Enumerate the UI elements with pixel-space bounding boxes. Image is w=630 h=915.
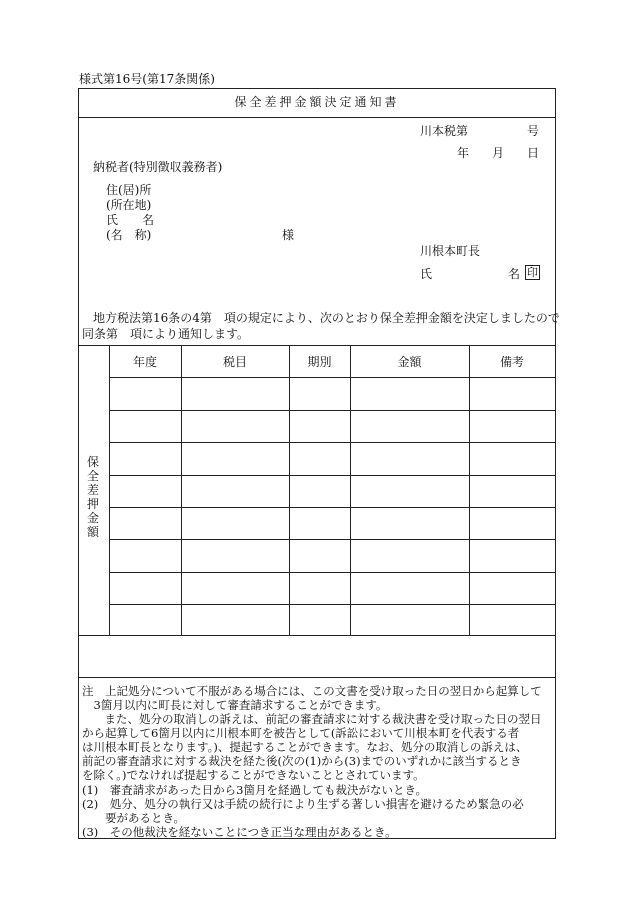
title-divider — [79, 117, 555, 118]
issuer-name-label-2: 名 — [508, 267, 521, 281]
location-label: (所在地) — [106, 198, 152, 212]
table-row-line — [109, 410, 555, 411]
header-amount: 金額 — [397, 355, 422, 369]
notes-divider — [79, 677, 555, 678]
table-col-line — [109, 345, 110, 635]
table-row-line — [109, 507, 555, 508]
table-row-line — [109, 475, 555, 476]
table-row-line — [109, 539, 555, 540]
address-label: 住(居)所 — [106, 183, 152, 197]
table-col-line — [469, 345, 470, 635]
document-title: 保全差押金額決定通知書 — [234, 95, 400, 109]
table-header-divider — [109, 377, 555, 378]
name-label: 氏 名 — [106, 213, 155, 227]
note-line: 注 上記処分について不服がある場合には、この文書を受け取った日の翌日から起算して — [82, 684, 542, 698]
date-year: 年 — [457, 146, 470, 160]
note-item-3: (3) その他裁決を経ないことにつき正当な理由があるとき。 — [82, 825, 397, 839]
table-side-label: 保全差押金額 — [86, 455, 99, 539]
company-name-label: (名 称) — [106, 228, 152, 242]
note-item-1: (1) 審査請求があった日から3箇月を経過しても裁決がないとき。 — [82, 783, 428, 797]
issuer-title: 川根本町長 — [420, 244, 481, 258]
doc-number-suffix: 号 — [527, 124, 540, 138]
header-year: 年度 — [132, 355, 157, 369]
body-text-line-2: 同条第 項により通知します。 — [82, 327, 250, 341]
header-period: 期別 — [307, 355, 332, 369]
note-line: は川根本町長となります。)、提起することができます。なお、処分の取消しの訴えは、 — [82, 740, 528, 754]
note-line: 前記の審査請求に対する裁決を経た後(次の(1)から(3)までのいずれかに該当するとき — [82, 754, 522, 768]
doc-number-prefix: 川本税第 — [420, 124, 469, 138]
body-divider — [79, 345, 555, 346]
note-item-2: (2) 処分、処分の執行又は手続の続行により生ずる著しい損害を避けるため緊急の必 — [82, 797, 524, 811]
table-bottom-line — [79, 635, 555, 636]
date-month: 月 — [492, 146, 505, 160]
note-line: を除く。)でなければ提起することができないこととされています。 — [82, 768, 425, 782]
table-col-line — [181, 345, 182, 635]
header-tax-item: 税目 — [222, 355, 247, 369]
taxpayer-label: 納税者(特別徴収義務者) — [93, 160, 223, 174]
header-remarks: 備考 — [499, 355, 524, 369]
form-number-label: 様式第16号(第17条関係) — [79, 72, 215, 86]
honorific: 様 — [282, 228, 295, 242]
body-text-line-1: 地方税法第16条の4第 項の規定により、次のとおり保全差押金額を決定しましたので — [93, 311, 560, 325]
table-row-line — [109, 572, 555, 573]
table-row-line — [109, 604, 555, 605]
note-line: 3箇月以内に町長に対して審査請求することができます。 — [82, 698, 388, 712]
table-col-line — [350, 345, 351, 635]
issuer-name-label-1: 氏 — [420, 267, 433, 281]
date-day: 日 — [527, 146, 540, 160]
table-row-line — [109, 442, 555, 443]
note-line: また、処分の取消しの訴えは、前記の審査請求に対する裁決書を受け取った日の翌日 — [93, 712, 542, 726]
note-item-2-cont: 要があるとき。 — [82, 811, 186, 825]
table-col-line — [289, 345, 290, 635]
seal-mark: 印 — [527, 266, 538, 279]
note-line: から起算して6箇月以内に川根本町を被告として(訴訟において川根本町を代表する者 — [82, 726, 520, 740]
